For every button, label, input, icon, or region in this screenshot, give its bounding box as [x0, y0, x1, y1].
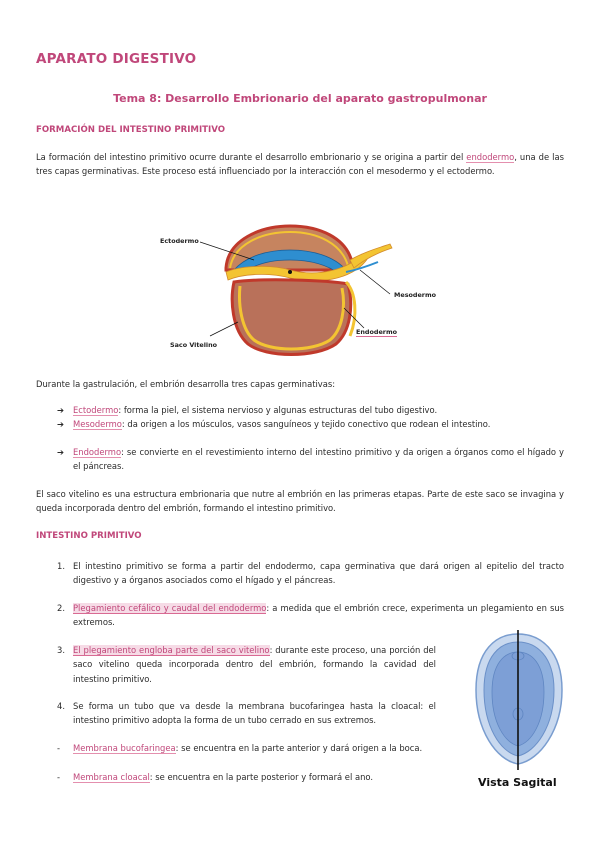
paragraph-intro: [36, 150, 564, 179]
item-number: 2.: [57, 603, 65, 613]
arrow-icon: ➔: [57, 447, 65, 457]
list-item-1: [57, 559, 564, 588]
item-term: El plegamiento engloba parte del saco vitelino: [73, 645, 270, 655]
term-membrana-bucofaringea: Membrana bucofaringea: [73, 743, 176, 753]
item-text: : a medida que el embrión crece, experimenta un plegamiento en sus extremos.: [73, 603, 564, 628]
figure-caption-vista-sagital: Vista Sagital: [478, 776, 557, 789]
list-item-2: [57, 601, 564, 630]
item-text: : durante este proceso, una porción del saco vitelino queda incorporada dentro del embrión, formando la cavidad del intestino primitivo.: [73, 645, 436, 684]
label-saco-vitelino: Saco Vitelino: [170, 341, 218, 349]
list-item-3: [57, 643, 436, 686]
item-term: Plegamiento cefálico y caudal del endodermo: [73, 603, 267, 613]
bullet-mesodermo: [57, 417, 564, 431]
page-title: APARATO DIGESTIVO: [36, 51, 197, 67]
label-mesodermo: Mesodermo: [394, 291, 436, 299]
item-text: El intestino primitivo se forma a partir del endodermo, capa germinativa que dará origen al epitelio del tracto digestivo y a órganos asociados como el hígado y el páncreas.: [73, 561, 564, 586]
section-heading-formacion: FORMACIÓN DEL INTESTINO PRIMITIVO: [36, 125, 226, 135]
sagittal-embryo-icon: [470, 630, 570, 770]
sagittal-view-figure: [470, 630, 570, 795]
item-text: Se forma un tubo que va desde la membrana bucofaringea hasta la cloacal: el intestino primitivo adopta la forma de un tubo cerrado en sus extremos.: [73, 701, 436, 726]
bullet-text: : da origen a los músculos, vasos sanguíneos y tejido conectivo que rodean el intestino.: [121, 419, 491, 429]
term-endodermo-bullet: Endodermo: [73, 447, 122, 457]
bullet-text: : forma la piel, el sistema nervioso y algunas estructuras del tubo digestivo.: [118, 405, 438, 415]
item-number: 1.: [57, 561, 65, 571]
section-heading-intestino: INTESTINO PRIMITIVO: [36, 531, 142, 541]
item-number: 3.: [57, 645, 65, 655]
item-number: 4.: [57, 701, 65, 711]
embryo-cross-section-figure: [150, 220, 450, 360]
paragraph-saco-vitelino: El saco vitelino es una estructura embrionaria que nutre al embrión en las primeras etapas. Parte de este saco se invagina y queda incorporada dentro del embrión, formando el intestino primitivo.: [36, 489, 564, 514]
bullet-endodermo: [57, 445, 564, 474]
page-subtitle: Tema 8: Desarrollo Embrionario del aparato gastropulmonar: [113, 92, 487, 105]
label-endodermo: Endodermo: [356, 328, 397, 336]
term-endodermo: endodermo: [466, 152, 515, 162]
label-ectodermo: Ectodermo: [160, 237, 199, 245]
dash-marker: -: [57, 743, 61, 753]
term-ectodermo: Ectodermo: [73, 405, 119, 415]
dash-text: : se encuentra en la parte anterior y dará origen a la boca.: [175, 743, 423, 753]
term-membrana-cloacal: Membrana cloacal: [73, 772, 150, 782]
paragraph-intro-start: La formación del intestino primitivo ocurre durante el desarrollo embrionario y se origina a partir del: [36, 152, 464, 162]
arrow-icon: ➔: [57, 405, 65, 415]
term-mesodermo: Mesodermo: [73, 419, 122, 429]
dash-item-cloacal: [57, 770, 436, 784]
paragraph-intro-end: , una de las tres capas germinativas. Este proceso está influenciado por la interacción con el mesodermo y el ectodermo.: [36, 152, 564, 177]
bullet-ectodermo: [57, 403, 564, 417]
dash-text: : se encuentra en la parte posterior y formará el ano.: [149, 772, 374, 782]
dash-marker: -: [57, 772, 61, 782]
bullet-text: : se convierte en el revestimiento interno del intestino primitivo y da origen a órganos como el hígado y el páncreas.: [73, 447, 564, 472]
list-item-4: [57, 699, 436, 728]
paragraph-gastrulacion: Durante la gastrulación, el embrión desarrolla tres capas germinativas:: [36, 379, 336, 389]
dash-item-bucofaringea: [57, 741, 436, 755]
arrow-icon: ➔: [57, 419, 65, 429]
